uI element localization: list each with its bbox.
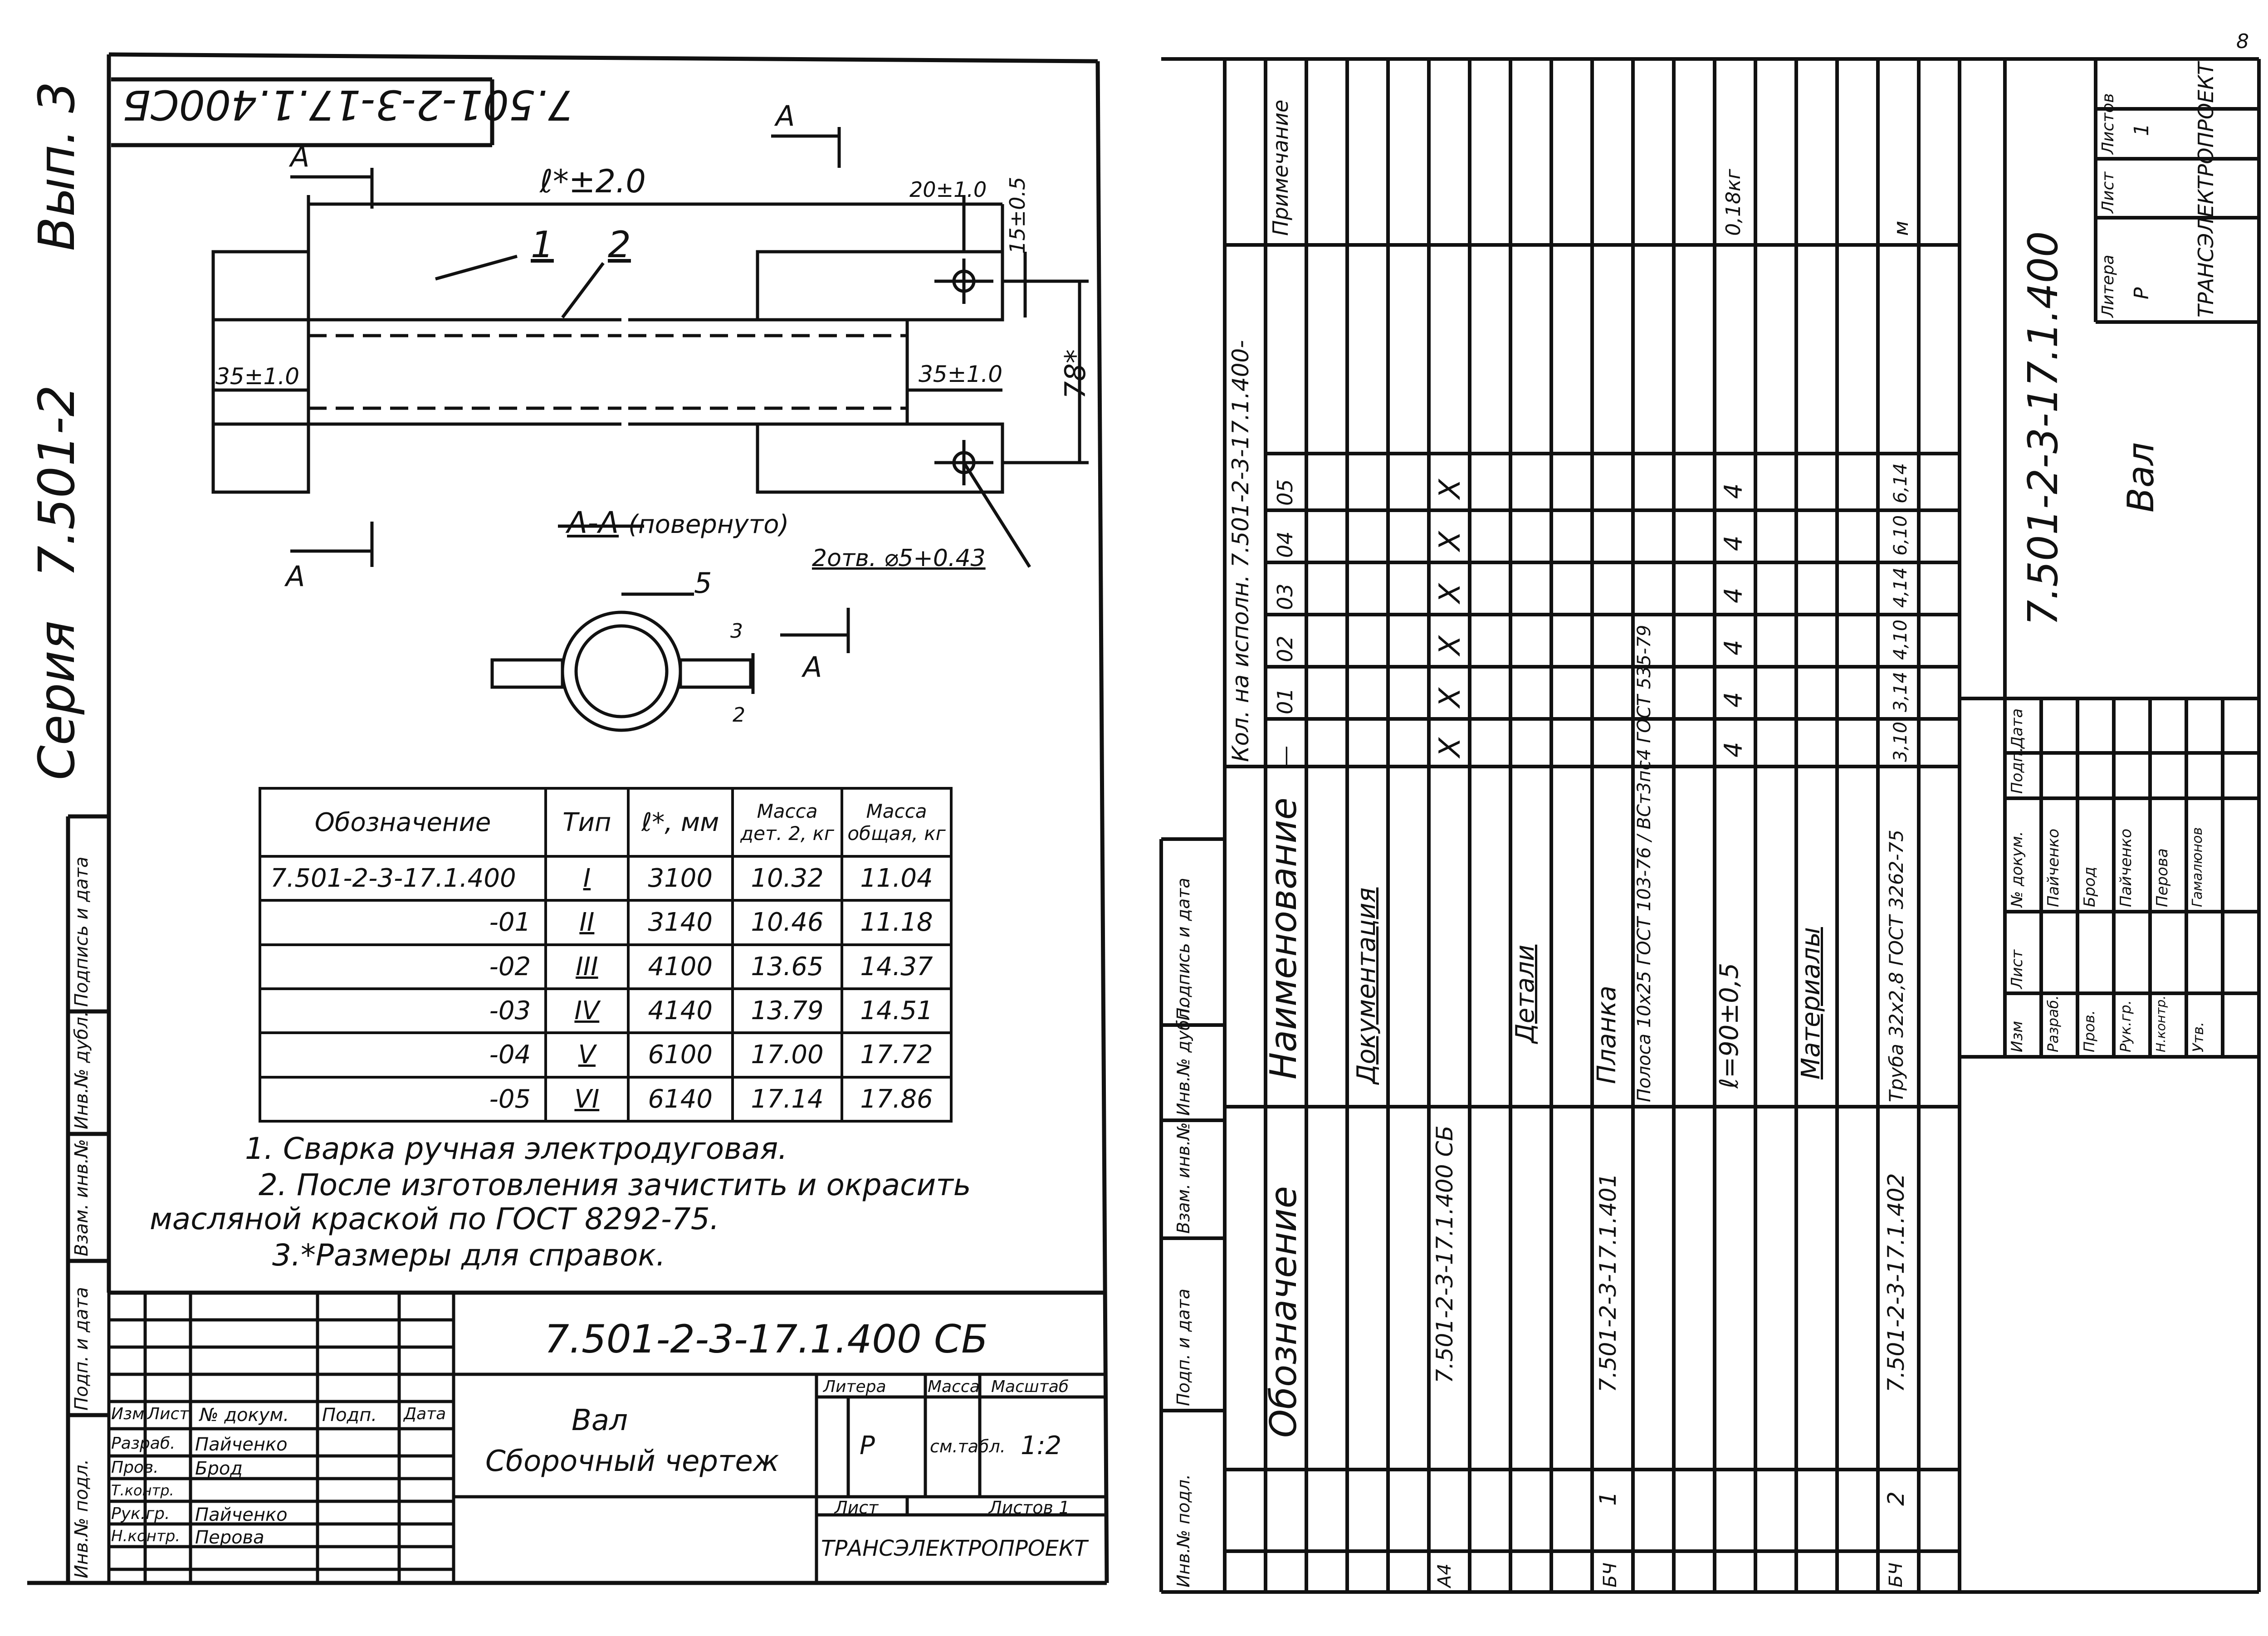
mass-cell: 14.51	[842, 989, 951, 1033]
note-4: 3.*Размеры для справок.	[272, 1238, 666, 1273]
mass-cell: 17.72	[842, 1033, 951, 1077]
left-massa-header: Масса	[928, 1377, 980, 1396]
spec-header-name: Наименование	[1262, 797, 1305, 1079]
left-role: Рук.гр.	[111, 1504, 170, 1523]
pos-number-2: 2	[608, 224, 631, 266]
spec-qty-x: X	[1433, 635, 1467, 655]
pos-number-1: 1	[531, 224, 554, 266]
spec-row-name: Материалы	[1796, 927, 1826, 1079]
side-strip-replace: Взам. инв.№	[71, 1139, 92, 1256]
right-sheets: 1	[2130, 123, 2153, 136]
holes-note: 2отв. ⌀5+0.43	[812, 545, 986, 572]
spec-qty-value: 4	[1719, 692, 1748, 708]
mass-cell: 17.86	[842, 1077, 951, 1121]
left-title-name-1: Вал	[572, 1404, 628, 1437]
right-side-dup: Инв.№ дубл.	[1173, 1003, 1193, 1116]
spec-row-format: БЧ	[1886, 1563, 1906, 1587]
right-col-doc: № докум.	[2008, 831, 2026, 907]
mass-cell: I	[546, 856, 628, 900]
side-strip-original: Инв.№ подл.	[71, 1459, 92, 1578]
spec-qty-value: 4	[1719, 640, 1748, 655]
right-col-izm: Изм	[2008, 1021, 2026, 1052]
mass-cell: -05	[260, 1077, 546, 1121]
section-letter-a3: A	[286, 560, 305, 593]
mass-cell: II	[546, 900, 628, 944]
side-strip-sign: Подп. и дата	[71, 1287, 92, 1411]
right-side-sign-date: Подпись и дата	[1173, 878, 1193, 1021]
spec-row-format: А4	[1434, 1563, 1455, 1587]
right-title-name: Вал	[2120, 442, 2162, 513]
section-letter-a2: A	[776, 99, 795, 132]
right-role-name: Пайченко	[2044, 828, 2063, 907]
exec-col-2: 02	[1273, 635, 1297, 662]
mass-cell: -03	[260, 989, 546, 1033]
spec-header-note: Примечание	[1268, 99, 1293, 236]
spec-row-pos: 1	[1595, 1491, 1621, 1506]
right-role-name: Пайченко	[2117, 828, 2135, 907]
left-role-name: Пайченко	[195, 1434, 288, 1455]
left-col-list: Лист	[147, 1405, 189, 1423]
mass-header-designation: Обозначение	[260, 788, 546, 856]
mass-cell: 10.46	[733, 900, 842, 944]
right-role: Утв.	[2190, 1021, 2207, 1052]
spec-qty-value: 4	[1719, 535, 1748, 551]
left-litera: Р	[860, 1431, 875, 1460]
dim-20: 20±1.0	[909, 177, 987, 202]
left-role-name: Перова	[195, 1527, 264, 1548]
dim-15: 15±0.5	[1005, 176, 1030, 254]
right-side-replace: Взам. инв.№	[1173, 1122, 1193, 1234]
mass-cell: 3100	[628, 856, 733, 900]
right-litera: Р	[2130, 287, 2153, 299]
spec-qty-x: X	[1433, 583, 1467, 603]
left-org: ТРАНСЭЛЕКТРОПРОЕКТ	[821, 1536, 1088, 1561]
note-1: 1. Сварка ручная электродуговая.	[245, 1131, 788, 1166]
left-col-doc: № докум.	[200, 1405, 289, 1426]
mass-cell: 4140	[628, 989, 733, 1033]
right-litera-header: Литера	[2099, 254, 2117, 317]
mass-header-type: Тип	[546, 788, 628, 856]
spec-qty-value: 4	[1719, 483, 1748, 499]
mass-cell: VI	[546, 1077, 628, 1121]
left-title-name-2: Сборочный чертеж	[485, 1445, 779, 1478]
spec-row-designation: 7.501-2-3-17.1.401	[1595, 1173, 1621, 1392]
right-side-original: Инв.№ подл.	[1173, 1474, 1193, 1587]
mass-cell: 10.32	[733, 856, 842, 900]
left-col-izm: Изм	[111, 1405, 145, 1423]
right-col-sign: Подп.	[2008, 747, 2026, 794]
mass-cell: -02	[260, 945, 546, 989]
mass-header-mass-total: Масса общая, кг	[842, 788, 951, 856]
right-role: Пров.	[2081, 1010, 2098, 1052]
dim-5: 5	[694, 566, 712, 600]
mass-cell: 13.65	[733, 945, 842, 989]
dim-78: 78*	[1059, 349, 1092, 399]
left-col-date: Дата	[404, 1405, 446, 1423]
left-role-name: Пайченко	[195, 1504, 288, 1525]
right-title-code: 7.501-2-3-17.1.400	[2019, 231, 2067, 626]
dim-3: 3	[730, 620, 743, 643]
spec-header-qty: Кол. на исполн. 7.501-2-3-17.1.400-	[1227, 340, 1254, 762]
exec-col-0: —	[1273, 746, 1297, 767]
dim-2: 2	[733, 703, 745, 727]
spec-row-name: ℓ=90±0,5	[1715, 962, 1744, 1089]
mass-cell: 6100	[628, 1033, 733, 1077]
right-col-list: Лист	[2008, 949, 2026, 989]
spec-qty-x: X	[1433, 479, 1467, 499]
mass-cell: 3140	[628, 900, 733, 944]
mass-cell: 14.37	[842, 945, 951, 989]
note-3: масляной краской по ГОСТ 8292-75.	[150, 1201, 719, 1236]
section-letter-a1: A	[290, 140, 310, 173]
spec-qty-value: 3,10	[1890, 721, 1911, 762]
spec-qty-value: 6,14	[1890, 463, 1911, 503]
right-role-name: Гамалюнов	[2190, 827, 2205, 907]
left-scale: 1:2	[1021, 1431, 1062, 1460]
note-2: 2. После изготовления зачистить и окрасить	[259, 1167, 971, 1202]
section-note: (повернуто)	[628, 510, 789, 539]
left-role: Н.контр.	[111, 1527, 181, 1545]
mass-cell: 11.18	[842, 900, 951, 944]
exec-col-3: 03	[1273, 583, 1297, 610]
section-title: А-А	[567, 505, 619, 540]
mass-cell: -04	[260, 1033, 546, 1077]
mass-cell: 6140	[628, 1077, 733, 1121]
spec-qty-x: X	[1433, 531, 1467, 551]
spec-qty-value: 3,14	[1890, 671, 1911, 712]
mass-header-length: ℓ*, мм	[628, 788, 733, 856]
spec-qty-value: 4,14	[1890, 567, 1911, 608]
corner-stamp: 7.501-2-3-17.1.400СБ	[122, 81, 574, 128]
spec-row-designation: 7.501-2-3-17.1.402	[1883, 1173, 1909, 1392]
mass-cell: 17.14	[733, 1077, 842, 1121]
right-role: Рук.гр.	[2117, 1000, 2134, 1052]
left-scale-header: Масштаб	[991, 1377, 1069, 1396]
spec-row-name: Документация	[1352, 887, 1381, 1084]
spec-row-note: м	[1890, 220, 1913, 236]
spec-row-name: Планка	[1592, 986, 1622, 1084]
spec-row-designation: 7.501-2-3-17.1.400 СБ	[1432, 1125, 1458, 1383]
left-col-sign: Подп.	[322, 1405, 377, 1426]
right-org: ТРАНСЭЛЕКТРОПРОЕКТ	[2194, 62, 2218, 317]
series-label-word: Серия	[28, 620, 86, 780]
spec-row-format: БЧ	[1600, 1563, 1621, 1587]
right-role: Разраб.	[2044, 995, 2062, 1052]
mass-cell: III	[546, 945, 628, 989]
left-role: Т.контр.	[111, 1482, 174, 1499]
spec-qty-value: 6,10	[1890, 515, 1911, 556]
mass-cell: V	[546, 1033, 628, 1077]
left-litera-header: Литера	[823, 1377, 886, 1396]
dim-35-left: 35±1.0	[215, 363, 300, 390]
spec-row-name: Полоса 10x25 ГОСТ 103-76 / ВСт3пс4 ГОСТ 535-79	[1634, 625, 1655, 1102]
series-number: 7.501-2	[28, 385, 86, 578]
spec-row-pos: 2	[1883, 1491, 1909, 1506]
left-role: Разраб.	[111, 1434, 176, 1453]
left-role: Пров.	[111, 1458, 159, 1477]
spec-row-name: Труба 32x2,8 ГОСТ 3262-75	[1885, 830, 1907, 1102]
left-massa: см.табл.	[930, 1436, 1006, 1456]
left-sheet-label: Лист	[835, 1498, 879, 1518]
spec-qty-x: X	[1433, 688, 1467, 708]
left-role-name: Брод	[195, 1458, 243, 1479]
exec-col-1: 01	[1273, 688, 1297, 714]
mass-cell: 4100	[628, 945, 733, 989]
mass-header-mass-part: Масса дет. 2, кг	[733, 788, 842, 856]
right-role: Н.контр.	[2153, 995, 2168, 1052]
left-title-code: 7.501-2-3-17.1.400 СБ	[544, 1317, 988, 1362]
mass-cell: 7.501-2-3-17.1.400	[260, 856, 546, 900]
mass-cell: 13.79	[733, 989, 842, 1033]
mass-cell: 11.04	[842, 856, 951, 900]
left-sheets-label: Листов 1	[989, 1498, 1070, 1518]
spec-qty-value: 4	[1719, 742, 1748, 757]
exec-col-5: 05	[1273, 479, 1297, 506]
right-sheet-header: Лист	[2099, 171, 2117, 213]
mass-cell: IV	[546, 989, 628, 1033]
dim-35-right: 35±1.0	[919, 361, 1003, 387]
right-role-name: Брод	[2081, 866, 2099, 907]
mass-cell: 17.00	[733, 1033, 842, 1077]
side-strip-sign-date: Подпись и дата	[71, 856, 92, 1007]
dim-length: ℓ*±2.0	[540, 163, 646, 200]
spec-row-name: Детали	[1510, 944, 1540, 1043]
right-sheets-header: Листов	[2099, 93, 2117, 154]
right-role-name: Перова	[2153, 848, 2171, 907]
spec-header-designation: Обозначение	[1262, 1186, 1305, 1438]
right-col-date: Дата	[2008, 708, 2026, 748]
spec-row-note: 0,18кг	[1722, 169, 1745, 236]
spec-qty-value: 4	[1719, 587, 1748, 603]
right-side-sign: Подп. и дата	[1173, 1289, 1193, 1406]
section-letter-a4: A	[803, 650, 822, 684]
top-corner-number: 8	[2236, 30, 2249, 53]
spec-qty-value: 4,10	[1890, 619, 1911, 660]
spec-qty-x: X	[1433, 737, 1467, 757]
side-strip-dup: Инв.№ дубл.	[71, 1011, 92, 1129]
mass-cell: -01	[260, 900, 546, 944]
issue-label: Вып. 3	[28, 81, 86, 251]
exec-col-4: 04	[1273, 531, 1297, 558]
